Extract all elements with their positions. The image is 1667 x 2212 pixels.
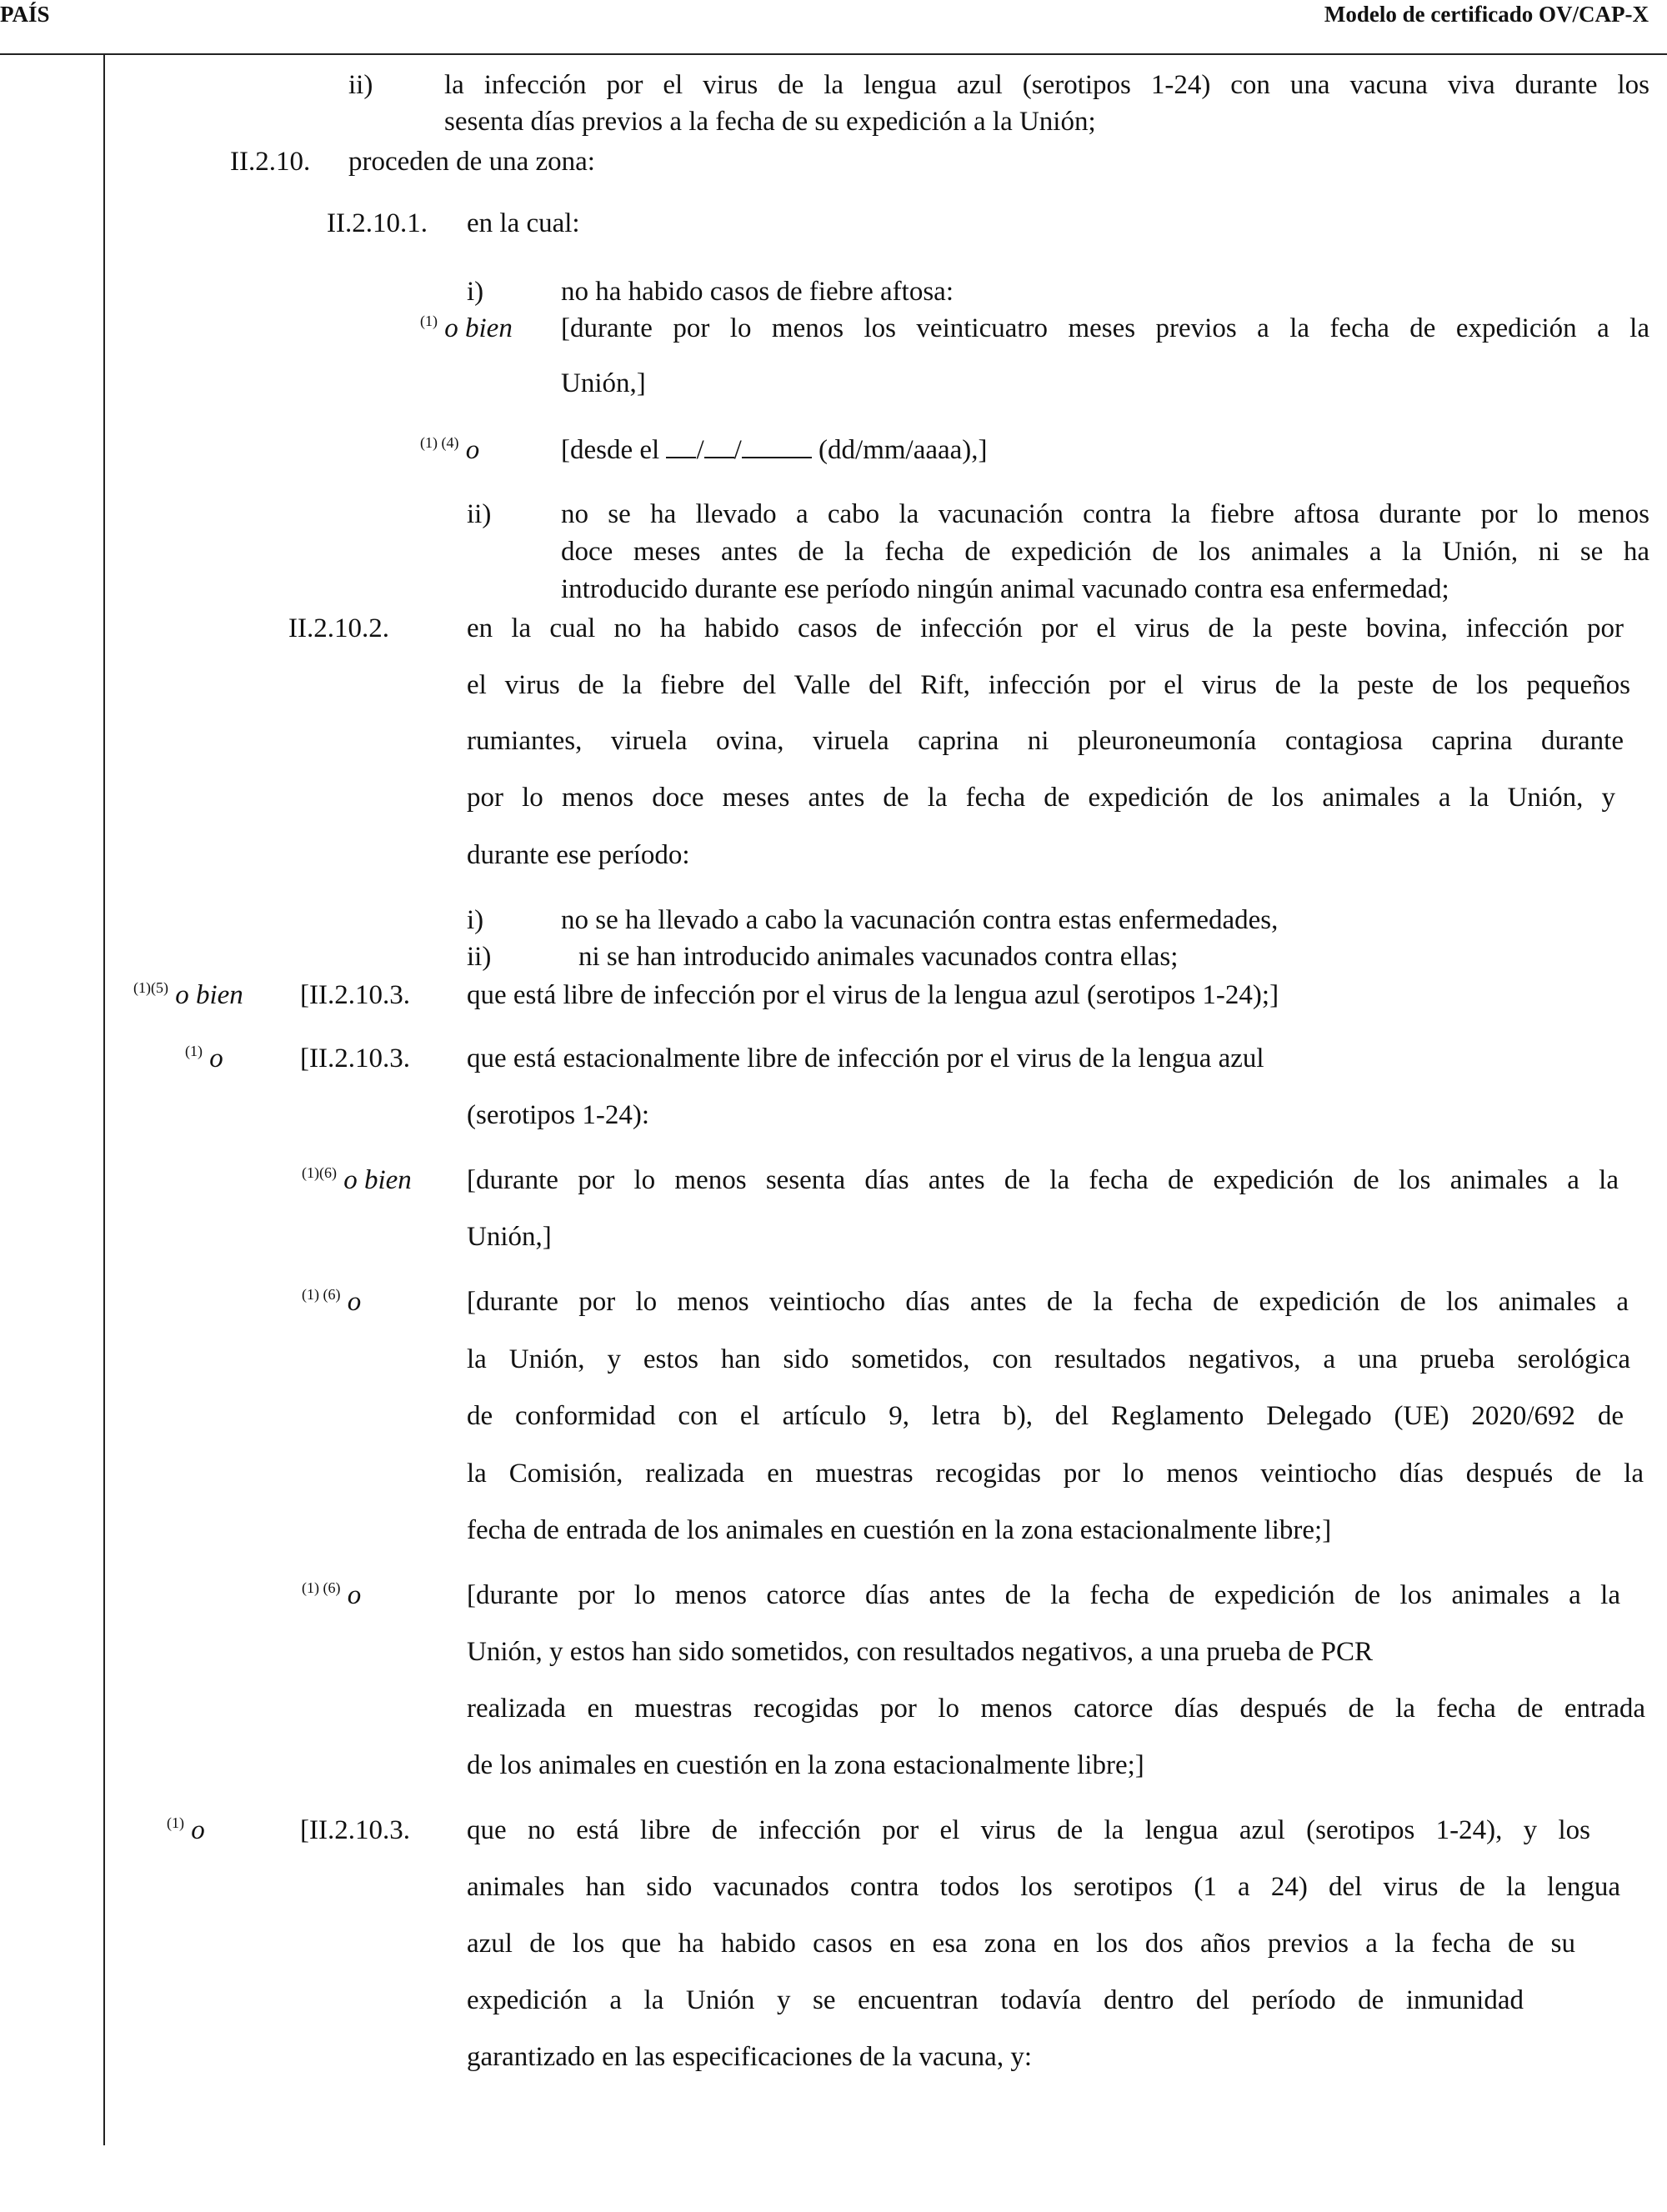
paragraph-line: Unión, y estos han sido sometidos, con resultados negativos, a una prueba de PCR [467,1637,1374,1667]
paragraph-line: (serotipos 1-24): [467,1100,650,1130]
paragraph-line: fecha de entrada de los animales en cuestión en la zona estacionalmente libre;] [467,1515,1332,1545]
paragraph-line: [durante por lo menos sesenta días antes de la fecha de expedición de los animales a la [467,1165,1619,1195]
option-label [133,978,243,1015]
footnote-ref: (1) [420,313,438,329]
day-blank [666,435,696,458]
paragraph-line: Unión,] [467,1222,552,1252]
paragraph-line: [durante por lo menos catorce días antes de la fecha de expedición de los animales a la [467,1580,1620,1610]
option-word: o [465,435,480,465]
section-text: en la cual: [467,208,580,238]
paragraph-line: que no está libre de infección por el virus de la lengua azul (serotipos 1-24), y los [467,1815,1590,1845]
footnote-ref: (1)(6) [302,1164,337,1181]
option-label [420,433,479,470]
item-text: no ha habido casos de fiebre aftosa: [561,277,954,307]
date-format-hint: (dd/mm/aaaa),] [818,435,988,465]
option-label [302,1579,361,1615]
paragraph-line: animales han sido vacunados contra todos los serotipos (1 a 24) del virus de la lengua [467,1872,1620,1902]
option-label [167,1814,205,1850]
paragraph-line: [durante por lo menos veintiocho días antes de la fecha de expedición de los animales a [467,1287,1629,1317]
item-number: ii) [467,499,492,529]
paragraph-line: de conformidad con el artículo 9, letra b), del Reglamento Delegado (UE) 2020/692 de [467,1401,1624,1431]
footnote-ref: (1) [185,1043,203,1059]
paragraph-line: por lo menos doce meses antes de la fecha de expedición de los animales a la Unión, y [467,783,1615,813]
section-number: [II.2.10.3. [300,980,410,1010]
footnote-ref: (1) (6) [302,1286,341,1303]
option-word: o [347,1287,362,1317]
section-text: proceden de una zona: [348,147,595,177]
paragraph-line: en la cual no ha habido casos de infección por el virus de la peste bovina, infección por [467,613,1624,643]
paragraph-line: [durante por lo menos los veinticuatro meses previos a la fecha de expedición a la [561,313,1649,343]
paragraph-line: de los animales en cuestión en la zona estacionalmente libre;] [467,1750,1144,1780]
section-number: II.2.10. [230,147,311,177]
option-word: o [191,1815,205,1845]
item-number: i) [467,905,484,935]
section-text: que está libre de infección por el virus de la lengua azul (serotipos 1-24);] [467,980,1279,1010]
paragraph-line: el virus de la fiebre del Valle del Rift, infección por el virus de la peste de los pequeños [467,670,1630,700]
paragraph-line: sesenta días previos a la fecha de su expedición a la Unión; [444,107,1096,137]
paragraph-line: garantizado en las especificaciones de la vacuna, y: [467,2042,1032,2072]
option-label [420,312,513,348]
certificate-model-header: Modelo de certificado OV/CAP-X [1324,2,1649,27]
country-header: PAÍS [0,2,50,27]
option-word: o bien [444,313,513,343]
paragraph-line: expedición a la Unión y se encuentran todavía dentro del período de inmunidad [467,1985,1524,2015]
option-word: o bien [343,1165,412,1195]
paragraph-line: introducido durante ese período ningún animal vacunado contra esa enfermedad; [561,574,1449,604]
paragraph-line: la Comisión, realizada en muestras recogidas por lo menos veintiocho días después de la [467,1459,1644,1489]
option-word: o [209,1043,223,1073]
year-blank [742,435,812,458]
month-blank [704,435,734,458]
option-word: o bien [175,980,243,1010]
section-number: [II.2.10.3. [300,1043,410,1073]
date-separator: / [733,435,742,465]
footnote-ref: (1) (6) [302,1579,341,1596]
item-number: ii) [348,70,373,100]
footnote-ref: (1) (4) [420,434,459,451]
margin-column-divider [103,53,105,2145]
option-label [185,1042,223,1078]
header-divider [0,53,1667,55]
paragraph-line: doce meses antes de la fecha de expedición de los animales a la Unión, ni se ha [561,537,1649,567]
section-number: II.2.10.2. [288,613,389,643]
paragraph-line: que está estacionalmente libre de infección por el virus de la lengua azul [467,1043,1264,1073]
date-field-line [561,433,988,467]
section-number: [II.2.10.3. [300,1815,410,1845]
footnote-ref: (1)(5) [133,979,168,996]
item-text: no se ha llevado a cabo la vacunación contra estas enfermedades, [561,905,1279,935]
option-label [302,1285,361,1322]
item-number: ii) [467,942,492,972]
paragraph-line: Unión,] [561,368,646,398]
paragraph-line: rumiantes, viruela ovina, viruela caprina ni pleuroneumonía contagiosa caprina durante [467,726,1624,756]
item-number: i) [467,277,484,307]
paragraph-line: no se ha llevado a cabo la vacunación contra la fiebre aftosa durante por lo menos [561,499,1649,529]
paragraph-line: la infección por el virus de la lengua azul (serotipos 1-24) con una vacuna viva durante los [444,70,1649,100]
section-number: II.2.10.1. [327,208,428,238]
option-label [302,1164,412,1200]
item-text: ni se han introducido animales vacunados contra ellas; [578,942,1179,972]
option-word: o [347,1580,362,1610]
paragraph-line: azul de los que ha habido casos en esa zona en los dos años previos a la fecha de su [467,1929,1575,1959]
paragraph-line: realizada en muestras recogidas por lo menos catorce días después de la fecha de entrada [467,1694,1645,1724]
date-separator: / [696,435,704,465]
date-prefix: [desde el [561,435,660,465]
footnote-ref: (1) [167,1814,184,1831]
paragraph-line: durante ese período: [467,840,690,870]
paragraph-line: la Unión, y estos han sido sometidos, con resultados negativos, a una prueba serológica [467,1344,1630,1374]
